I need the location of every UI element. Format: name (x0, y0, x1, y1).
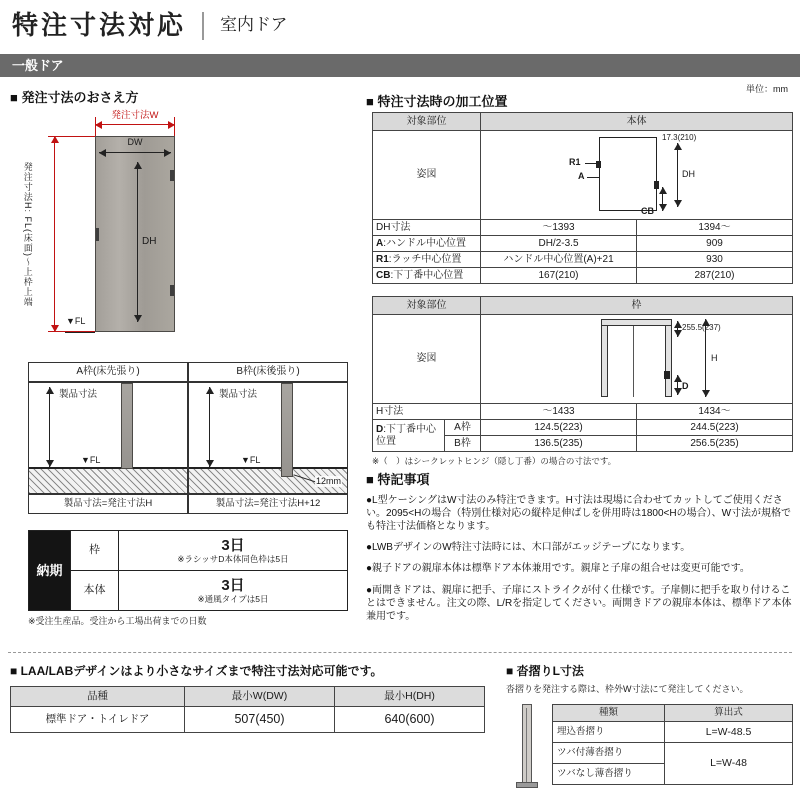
body-processing-table (372, 112, 793, 284)
notes-title: ■ 特記事項 (366, 472, 430, 487)
sill-table (552, 704, 793, 785)
sill-type: ツバ付薄沓摺り (553, 743, 665, 764)
frame-processing-table (372, 296, 793, 452)
table-row (29, 531, 348, 571)
note-item: ●LWBデザインのW特注寸法時には、木口部がエッジテープになります。 (366, 542, 691, 554)
delivery-part: 枠 (71, 531, 119, 571)
table-row (373, 220, 793, 236)
fl-label: ▼FL (241, 455, 261, 465)
col-header-part: 対象部位 (373, 113, 481, 131)
row-value: 167(210) (481, 268, 637, 284)
col-header: 最小H(DH) (335, 687, 485, 707)
sill-title: ■ 沓摺りL寸法 (506, 664, 584, 678)
cb-label: CB (641, 206, 654, 216)
door-line (633, 326, 634, 397)
col-header: 品種 (11, 687, 185, 707)
top-dim-label: 17.3(210) (662, 133, 697, 142)
order-h-label: 発注寸法H: FL(床面)～上枠上端 (22, 162, 33, 307)
door-outline (599, 137, 657, 211)
door-edge (121, 383, 133, 469)
product-dim-arrow (209, 387, 210, 467)
dim-line (585, 163, 600, 164)
delivery-value (119, 531, 348, 571)
product-dim-label: 製品寸法 (59, 389, 98, 400)
table-row (373, 236, 793, 252)
sill-section (506, 664, 794, 780)
frame-type: A枠 (445, 420, 481, 436)
row-value: 244.5(223) (637, 420, 793, 436)
h-label: H (711, 353, 718, 363)
page-subtitle: 室内ドア (220, 15, 288, 35)
table-row (373, 131, 793, 220)
top-hinge-dim-arrow (677, 321, 678, 337)
hinge-mark (664, 371, 670, 379)
hinge-mark (170, 170, 174, 181)
fl-label: ▼FL (66, 316, 86, 326)
row-label: R1:ラッチ中心位置 (373, 252, 481, 268)
cell-value: 507(450) (185, 707, 335, 733)
delivery-label: 納期 (29, 531, 71, 611)
floor-hatch (29, 467, 187, 493)
col-header: 最小W(DW) (185, 687, 335, 707)
frame-a-panel (28, 382, 188, 494)
figure-cell (481, 131, 793, 220)
sill-type: 埋込沓摺り (553, 722, 665, 743)
dh-arrow (137, 162, 138, 322)
dim-tick (174, 117, 175, 136)
sill-desc: 沓摺りを発注する際は、枠外W寸法にて発注してください。 (506, 684, 749, 694)
section-separator (8, 652, 792, 653)
order-w-arrow (95, 124, 175, 125)
row-value: 136.5(235) (481, 436, 637, 452)
col-header-target: 本体 (481, 113, 793, 131)
delivery-footnote: ※受注生産品。受注から工場出荷までの日数 (28, 616, 207, 626)
product-dim-label: 製品寸法 (219, 389, 258, 400)
fl-line (65, 332, 95, 333)
r1-label: R1 (569, 157, 581, 167)
body-figure (481, 131, 792, 219)
d-label: D (682, 381, 689, 391)
header-divider (202, 12, 204, 40)
row-value: 909 (637, 236, 793, 252)
col-header: 算出式 (665, 705, 793, 722)
frame-table-footnote: ※（ ）はシークレットヒンジ（隠し丁番）の場合の寸法です。 (372, 456, 617, 466)
frame-a-formula: 製品寸法=発注寸法H (28, 494, 188, 514)
frame-b-formula: 製品寸法=発注寸法H+12 (188, 494, 348, 514)
processing-section-title: ■ 特注寸法時の加工位置 (366, 94, 508, 109)
dim-line (587, 177, 600, 178)
sill-formula: L=W-48.5 (665, 722, 793, 743)
note-item: ●L型ケーシングはW寸法のみ特注できます。H寸法は現場に合わせてカットしてご使用ください。2095<Hの場合（特別仕様対応の縦枠足伸ばしを併用時は1800<Hの場合）、W寸法が規格でも特注寸法価格となります。 (366, 494, 792, 532)
table-row (373, 252, 793, 268)
row-value: 287(210) (637, 268, 793, 284)
table-row (373, 297, 793, 315)
row-label: A:ハンドル中心位置 (373, 236, 481, 252)
door-edge (281, 383, 293, 477)
fl-label: ▼FL (81, 455, 101, 465)
row-label: CB:下丁番中心位置 (373, 268, 481, 284)
sill-jamb (522, 704, 532, 788)
special-notes (366, 472, 792, 631)
delivery-days: 3日 (221, 576, 245, 594)
left-column (10, 90, 360, 626)
table-row (373, 113, 793, 131)
right-jamb (665, 319, 672, 397)
table-row (553, 705, 793, 722)
door-handle (96, 228, 99, 241)
frame-comparison (28, 362, 350, 514)
laa-table (10, 686, 485, 733)
offset-label: 12mm (316, 476, 342, 486)
page-title: 特注寸法対応 (12, 10, 187, 40)
note-item: ●親子ドアの親扉本体は標準ドア本体兼用です。親扉と子扉の組合せは変更可能です。 (366, 563, 750, 575)
top-dim-label: 255.5(237) (682, 323, 721, 332)
unit-label: 単位：mm (746, 84, 788, 94)
dim-tick (95, 117, 96, 136)
row-label: H寸法 (373, 404, 481, 420)
frame-b-header: B枠(床後張り) (188, 362, 348, 382)
row-value: ～1433 (481, 404, 637, 420)
table-row (553, 743, 793, 764)
row-value: ～1393 (481, 220, 637, 236)
frame-head (601, 319, 672, 326)
sill-base (516, 782, 538, 788)
row-label: D:下丁番中心位置 (373, 420, 445, 452)
table-row (29, 571, 348, 611)
category-bar: 一般ドア (0, 54, 800, 77)
delivery-value (119, 571, 348, 611)
col-header-part: 対象部位 (373, 297, 481, 315)
product-dim-arrow (49, 387, 50, 467)
order-h-arrow (54, 136, 55, 332)
order-dimension-section-title: ■ 発注寸法のおさえ方 (10, 90, 139, 105)
delivery-note: ※通風タイプは5日 (197, 594, 269, 605)
door-order-diagram (10, 110, 358, 355)
dw-arrow (99, 152, 171, 153)
cb-dimension-arrow (662, 187, 663, 211)
sill-profile-diagram (508, 704, 546, 788)
sill-formula: L=W-48 (665, 743, 793, 785)
row-value: 1434～ (637, 404, 793, 420)
figure-label: 姿図 (373, 315, 481, 404)
laa-title: ■ LAA/LABデザインはより小さなサイズまで特注寸法対応可能です。 (10, 664, 383, 678)
hinge-mark (170, 285, 174, 296)
frame-b-panel (188, 382, 348, 494)
row-value: 930 (637, 252, 793, 268)
frame-a-header: A枠(床先張り) (28, 362, 188, 382)
sill-type: ツバなし薄沓摺り (553, 764, 665, 785)
cell-value: 標準ドア・トイレドア (11, 707, 185, 733)
row-value: 1394～ (637, 220, 793, 236)
col-header: 種類 (553, 705, 665, 722)
sill-inner-line (526, 708, 527, 784)
table-row (373, 268, 793, 284)
table-row (553, 722, 793, 743)
figure-label: 姿図 (373, 131, 481, 220)
table-row (373, 404, 793, 420)
order-w-label: 発注寸法W (111, 110, 159, 121)
delivery-table (28, 530, 348, 611)
note-item: ●両開きドアは、親扉に把手、子扉にストライクが付く仕様です。子扉側に把手を取り付けることはできません。注文の際、L/Rを指定してください。両開きドアの親扉本体は、標準ドア本体兼用です。 (366, 584, 792, 622)
dim-tick (48, 136, 95, 137)
table-row (11, 707, 485, 733)
figure-cell (481, 315, 793, 404)
left-jamb (601, 319, 608, 397)
table-row (373, 315, 793, 404)
row-value: 124.5(223) (481, 420, 637, 436)
row-value: ハンドル中心位置(A)+21 (481, 252, 637, 268)
page-header (12, 10, 288, 41)
dw-label: DW (127, 137, 143, 147)
col-header-target: 枠 (481, 297, 793, 315)
dh-label: DH (682, 169, 695, 179)
dh-dimension-arrow (677, 143, 678, 207)
h-dimension-arrow (705, 319, 706, 397)
row-value: DH/2-3.5 (481, 236, 637, 252)
table-row (11, 687, 485, 707)
d-dimension-arrow (677, 375, 678, 395)
a-label: A (578, 171, 585, 181)
cell-value: 640(600) (335, 707, 485, 733)
row-value: 256.5(235) (637, 436, 793, 452)
frame-figure (481, 315, 792, 403)
laa-section (10, 664, 494, 726)
table-row (373, 420, 793, 436)
dh-label: DH (142, 236, 157, 247)
delivery-days: 3日 (221, 536, 245, 554)
row-label: DH寸法 (373, 220, 481, 236)
delivery-part: 本体 (71, 571, 119, 611)
frame-type: B枠 (445, 436, 481, 452)
delivery-note: ※ラシッサD本体同色枠は5日 (177, 554, 289, 565)
